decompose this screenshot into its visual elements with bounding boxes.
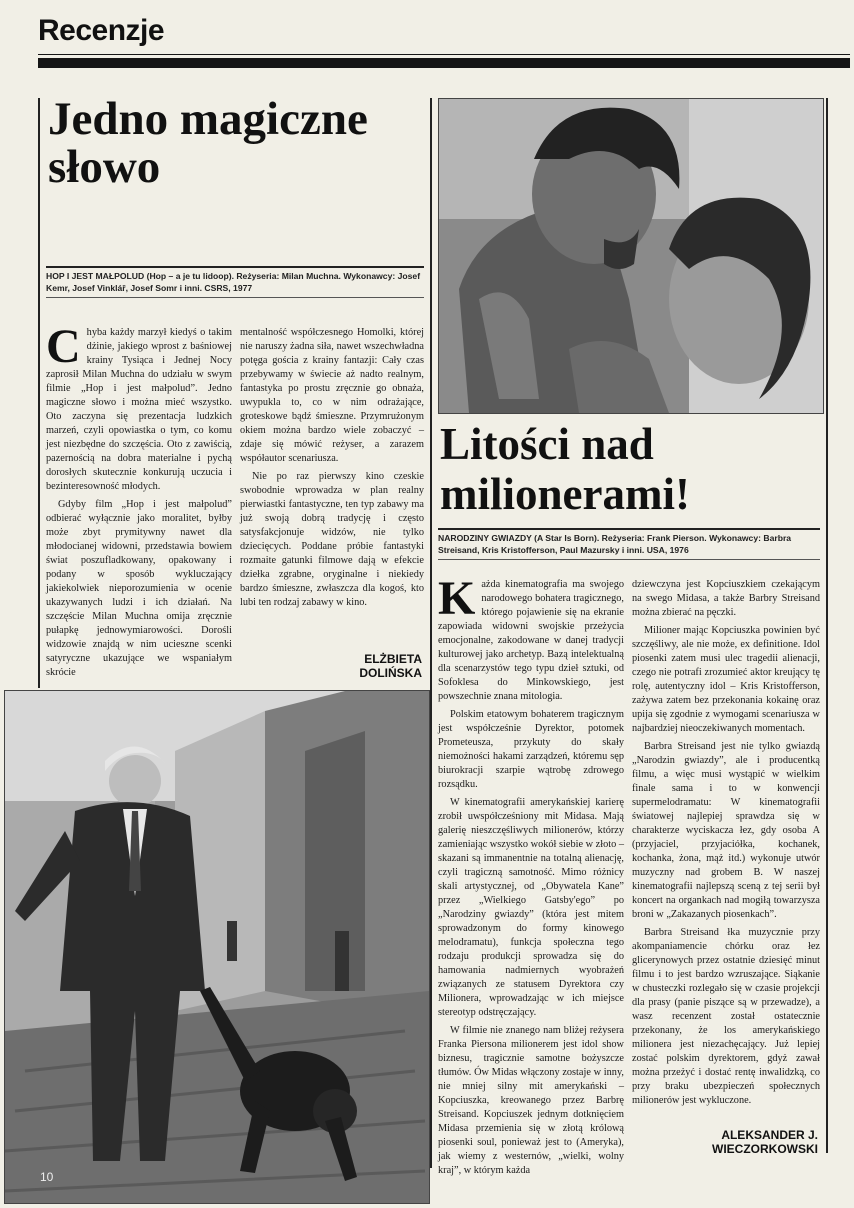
page-number: 10 bbox=[40, 1170, 54, 1184]
couple-photo-illustration bbox=[439, 99, 823, 413]
top-rule-thick bbox=[38, 58, 850, 68]
man-chimp-photo-illustration bbox=[5, 691, 429, 1203]
right-column-rule bbox=[826, 98, 828, 1153]
article1-column-1 bbox=[46, 320, 232, 680]
article2-paragraph: Barbra Streisand łka muzycznie przy akompaniamencie chórku oraz łez glicerynowych przez ostatnie dziesięć minut filmu i to jest bardzo wzruszające. Siąkanie w chusteczki rozlegało się w czasie projekcji dla prasy (panie piszące są w przewadze), a wasz recenzent został ostatecznie przekonany, że los amerykańskiego milionera jest niezachęcający. Już lepiej zostać polskim dyrektorem, gdyż zawał można przeżyć i dostać rentę inwalidzką, co przy braku ubezpieczeń społecznych milionerów jest wykluczone. bbox=[632, 927, 820, 1106]
article2-paragraph: dziewczyna jest Kopciuszkiem czekającym na swego Midasa, a także Barbry Streisand można zbierać na pęczki. bbox=[632, 579, 820, 618]
section-label: Recenzje bbox=[38, 14, 165, 47]
article1-paragraph: hyba każdy marzył kiedyś o takim dżinie, jakiego wprost z baśniowej krainy Tysiąca i Jednej Nocy zaprosił Milan Muchna do udziału w swym filmie „Hop i jest małpolud”. Jedno magiczne słowo i można mieć wszystko. Oto zaczyna się prezentacja ludzkich marzeń, czyli opowiastka o tym, co komu jest niezbędne do szczęścia. Oto z zawiścią, pazernością na dobra materialne i pychą dorosłych skutecznie konkurują uczucia i bezinteresowność młodych. bbox=[46, 327, 232, 492]
article2-column-1 bbox=[438, 572, 624, 1176]
article2-title: Litości nad milionerami! bbox=[440, 419, 690, 519]
article2-credits: NARODZINY GWIAZDY (A Star Is Born). Reżyseria: Frank Pierson. Wykonawcy: Barbra Streisand, Kris Kristofferson, Paul Mazursky i inni. USA, 1976 bbox=[438, 528, 820, 560]
article2-paragraph: ażda kinematografia ma swojego narodowego bohatera tragicznego, którego pojawienie się na ekranie zapowiada widowni swojskie przeżycia emocjonalne, zakodowane w danej tradycji kulturowej jako archetyp. Bazą intelektualną dla scenarzystów tego typu dzieł sztuki, od Sofoklesa do Minkowskiego, jest powszechnie znana mitologia. bbox=[438, 579, 624, 702]
article1-paragraph: Gdyby film „Hop i jest małpolud” odbierać wyłącznie jako moralitet, byłby może zbyt prymitywny nawet dla młodocianej widowni, przedstawia bowiem świat poszufladkowany, opakowany i podany w sposób wykluczający jakiekolwiek nieporozumienia w ocenie ukazywanych ludzi i ich działań. Na szczęście Milan Muchna omija zręcznie pułapkę jednowymiarowości. Dorośli widzowie znajdą w nim ucieszne scenki satyryczne ukazujące we wspaniałym skrócie bbox=[46, 499, 232, 678]
left-column-rule bbox=[38, 98, 40, 688]
article1-credits: HOP I JEST MAŁPOLUD (Hop – a je tu lidoop). Reżyseria: Milan Muchna. Wykonawcy: Josef Kemr, Josef Vinklář, Josef Somr i inni. CSRS, 1977 bbox=[46, 266, 424, 298]
article2-paragraph: Barbra Streisand jest nie tylko gwiazdą „Narodzin gwiazdy”, ale i producentką filmu, a więc musi wystąpić w wielkim finale sama i to w konwencji supermelodramatu: W kinematografii światowej najlepiej sprawdza się w charakterze wyciskacza łez, gdy osoba A (przyjaciel, przyjaciółka, kochanek, kochanka, żona, mąż itd.) wykonuje utwór muzyczny nad grobem B. W naszej kinematografii najlepszą sceną z tej serii był koncert na organkach nad mogiłą towarzysza broni w „Zakazanych piosenkach”. bbox=[632, 741, 820, 920]
article1-paragraph: mentalność współczesnego Homolki, której nie naruszy żadna siła, nawet wszechwładna potęga gościa z krainy fantazji: Cały czas przebywamy w świecie aż nadto realnym, fantastyka po prostu zręcznie go obnaża, uwypukla to, co w nim odrażające, groteskowe bądź śmieszne. Przymrużonym okiem można bardzo wiele zobaczyć – zdaje się mówić reżyser, a zarazem współautor scenariusza. bbox=[240, 327, 424, 464]
article2-dropcap: K bbox=[438, 572, 476, 625]
article2-paragraph: Polskim etatowym bohaterem tragicznym jest współcześnie Dyrektor, potomek Prometeusza, przykuty do skały niemożności hakami zarządzeń, któremu sęp biurokracji szarpie wątrobę zdrowego rozsądku. bbox=[438, 709, 624, 790]
article1-author: ELŻBIETA DOLIŃSKA bbox=[359, 652, 422, 681]
article2-paragraph: W kinematografii amerykańskiej karierę zrobił uwspółcześniony mit Midasa. Mają galerię nieszczęśliwych milionerów, którzy zamieniając wszystko wokół siebie w złoto – skazani są immanentnie na totalną alienację, czyli tragiczną samotność. Mimo różnicy skali artystycznej, od „Obywatela Kane” przez „Wielkiego Gatsby'ego” po „Narodziny gwiazdy” (która jest mitem sprowadzonym do formy kinowego melodramatu), funkcja społeczna tego rodzaju produkcji sprowadza się do hamowania nadmiernych wyobrażeń związanych ze statusem Dyrektora czy Milionera, wprowadzając w ich miejsce stereotyp odstręczający. bbox=[438, 797, 624, 1018]
article2-paragraph: W filmie nie znanego nam bliżej reżysera Franka Piersona milionerem jest idol show biznesu, tragicznie samotne bożyszcze tłumów. Ów Midas włączony zostaje w inny, nie mniej silny mit amerykański – Kopciuszka, kreowanego przez Barbrę Streisand. Kopciuszek jednym dotknięciem Midasa przemienia się w złotą królową piosenki soul, ponieważ jest to (Ameryka), jak wiemy z westernów, „wielki, wolny kraj”, w którym każda bbox=[438, 1025, 624, 1176]
article2-column-2 bbox=[632, 578, 820, 1106]
top-rule-thin bbox=[38, 54, 850, 55]
film-still-man-chimp-photo bbox=[4, 690, 430, 1204]
article1-dropcap: C bbox=[46, 320, 81, 373]
article1-title: Jedno magiczne słowo bbox=[48, 93, 368, 193]
article2-author: ALEKSANDER J. WIECZORKOWSKI bbox=[712, 1128, 818, 1157]
center-column-rule bbox=[430, 98, 432, 1168]
article1-paragraph: Nie po raz pierwszy kino czeskie swobodnie wprowadza w plan realny pierwiastki fantastyczne, ten typ zabawy ma już swoją dobrą tradycję i często satysfakcjonuje widzów, nie tylko dziecięcych. Poddane próbie fantastyki rozmaite gatunki filmowe dają w efekcie dziełka zgrabne, oryginalne i niekiedy bardzo śmieszne, zwłaszcza dla kogoś, kto lubi ten rodzaj zabawy w kino. bbox=[240, 471, 424, 608]
film-still-couple-photo bbox=[438, 98, 824, 414]
article1-column-2 bbox=[240, 326, 424, 636]
article2-paragraph: Milioner mając Kopciuszka powinien być szczęśliwy, ale nie może, ex definitione. Idol piosenki zatem musi ulec tragedii alienacji, czego nie potrafi zrozumieć aktor kreujący tę rolę, autentyczny idol – Kris Kristofferson, zażywa zatem bez przekonania kokainę oraz upija się zgodnie z wymogami scenariusza w najbardziej nieoczekiwanych momentach. bbox=[632, 625, 820, 734]
